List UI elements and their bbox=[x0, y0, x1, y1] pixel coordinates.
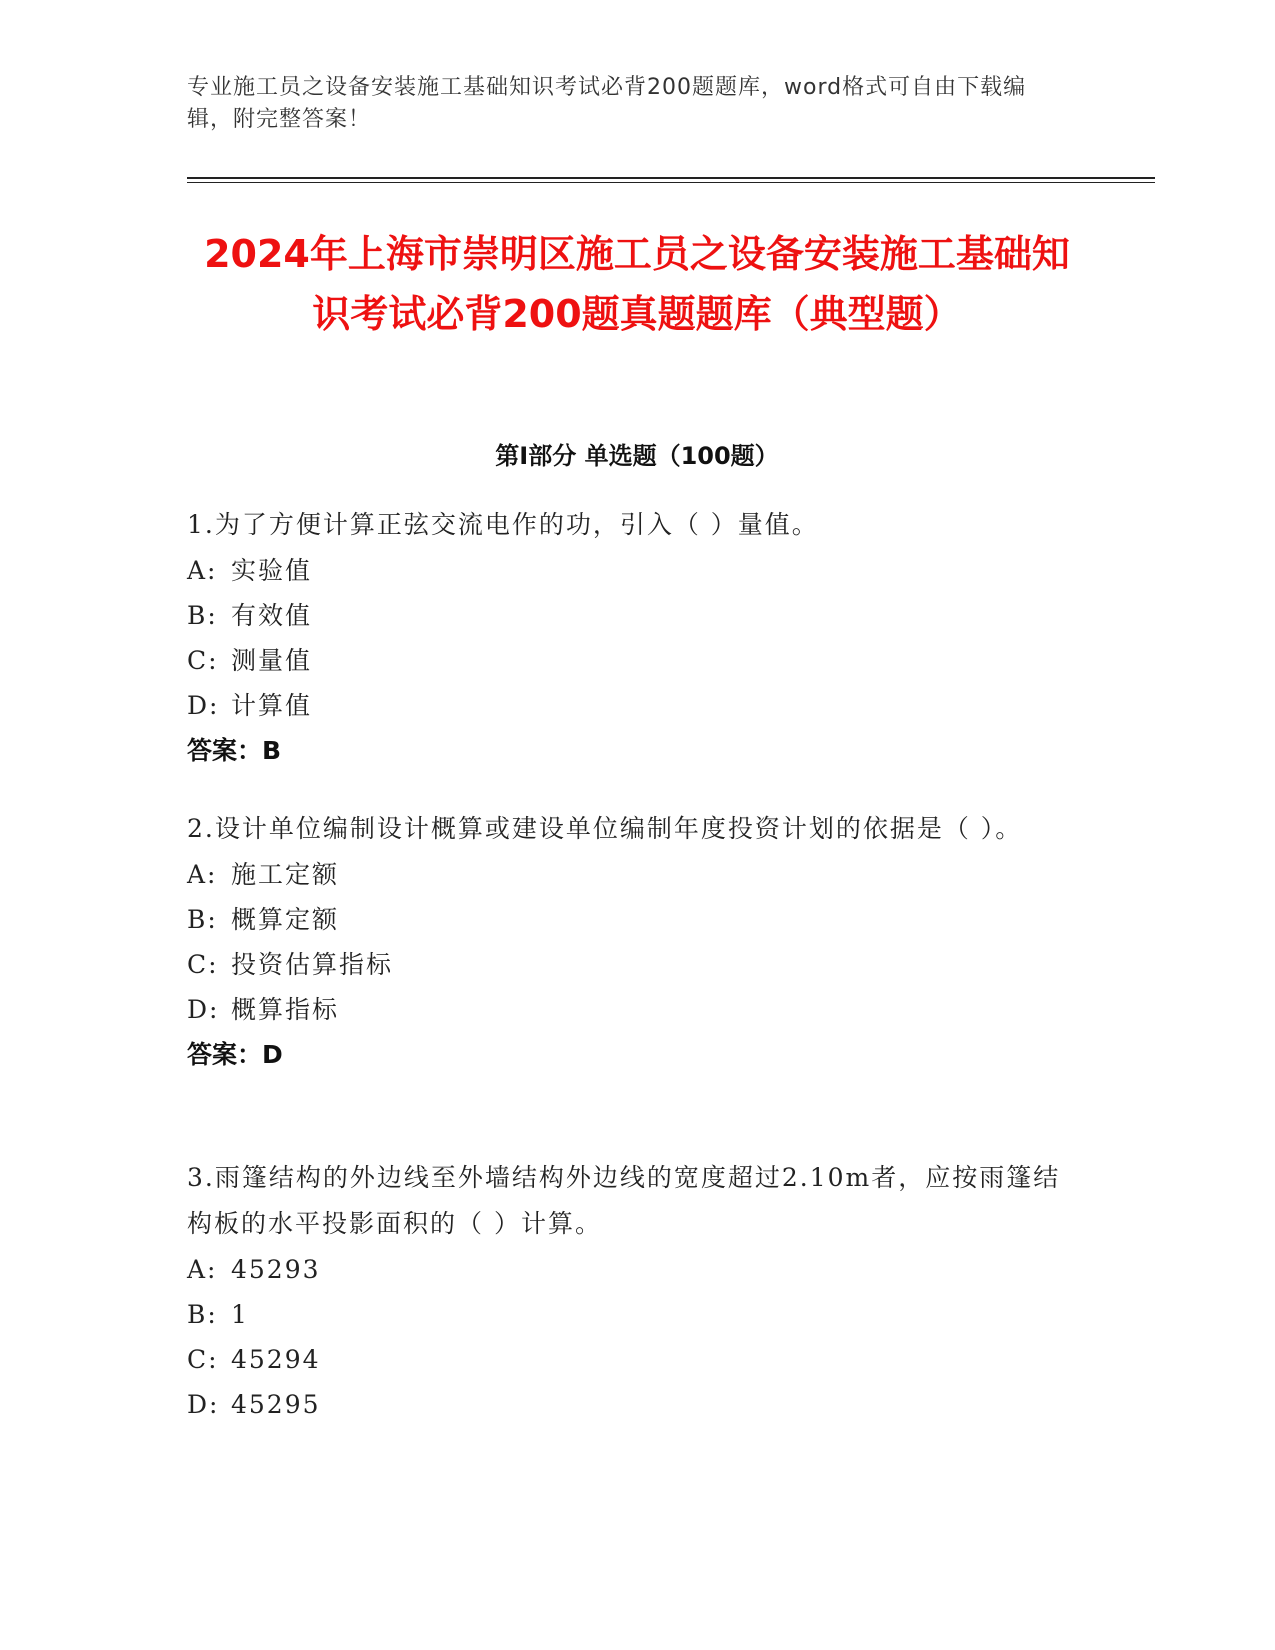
option-text: 1 bbox=[231, 1300, 249, 1329]
option-b bbox=[187, 897, 1087, 942]
option-text: 概算定额 bbox=[231, 905, 340, 934]
option-text: 45294 bbox=[231, 1345, 321, 1374]
option-letter: B: bbox=[187, 1300, 218, 1329]
question-3 bbox=[187, 1155, 1087, 1427]
question-stem: 2.设计单位编制设计概算或建设单位编制年度投资计划的依据是（ ）。 bbox=[187, 814, 1023, 843]
question-stem: 1.为了方便计算正弦交流电作的功，引入（ ）量值。 bbox=[187, 510, 819, 539]
option-letter: B: bbox=[187, 905, 218, 934]
question-1 bbox=[187, 502, 1087, 773]
option-a bbox=[187, 548, 1087, 593]
option-text: 计算值 bbox=[231, 691, 313, 720]
option-c bbox=[187, 638, 1087, 683]
header-divider-thick bbox=[187, 177, 1155, 179]
option-d bbox=[187, 987, 1087, 1032]
option-text: 有效值 bbox=[231, 601, 313, 630]
option-text: 投资估算指标 bbox=[231, 950, 394, 979]
option-text: 概算指标 bbox=[231, 995, 340, 1024]
option-a bbox=[187, 1247, 1087, 1292]
option-text: 测量值 bbox=[231, 646, 313, 675]
option-letter: A: bbox=[187, 860, 218, 889]
option-b bbox=[187, 593, 1087, 638]
option-d bbox=[187, 683, 1087, 728]
option-d bbox=[187, 1382, 1087, 1427]
option-a bbox=[187, 852, 1087, 897]
option-c bbox=[187, 942, 1087, 987]
option-text: 实验值 bbox=[231, 556, 313, 585]
option-letter: D: bbox=[187, 1390, 220, 1419]
header-divider-thin bbox=[187, 182, 1155, 183]
option-letter: D: bbox=[187, 691, 220, 720]
answer: 答案：D bbox=[187, 1040, 283, 1069]
option-text: 45293 bbox=[231, 1255, 321, 1284]
option-text: 施工定额 bbox=[231, 860, 340, 889]
option-text: 45295 bbox=[231, 1390, 321, 1419]
option-b bbox=[187, 1292, 1087, 1337]
question-2 bbox=[187, 806, 1087, 1077]
document-title: 2024年上海市崇明区施工员之设备安装施工基础知识考试必背200题真题题库（典型题） bbox=[204, 232, 1070, 336]
option-c bbox=[187, 1337, 1087, 1382]
option-letter: A: bbox=[187, 556, 218, 585]
header-note: 专业施工员之设备安装施工基础知识考试必背200题题库，word格式可自由下载编辑，附完整答案！ bbox=[187, 75, 1027, 132]
option-letter: C: bbox=[187, 950, 219, 979]
option-letter: A: bbox=[187, 1255, 218, 1284]
answer: 答案：B bbox=[187, 736, 282, 765]
option-letter: D: bbox=[187, 995, 220, 1024]
question-stem: 3.雨篷结构的外边线至外墙结构外边线的宽度超过2.10m者，应按雨篷结构板的水平投影面积的（ ）计算。 bbox=[187, 1163, 1061, 1238]
option-letter: C: bbox=[187, 1345, 219, 1374]
section-title: 第Ⅰ部分 单选题（100题） bbox=[495, 442, 779, 470]
option-letter: B: bbox=[187, 601, 218, 630]
option-letter: C: bbox=[187, 646, 219, 675]
